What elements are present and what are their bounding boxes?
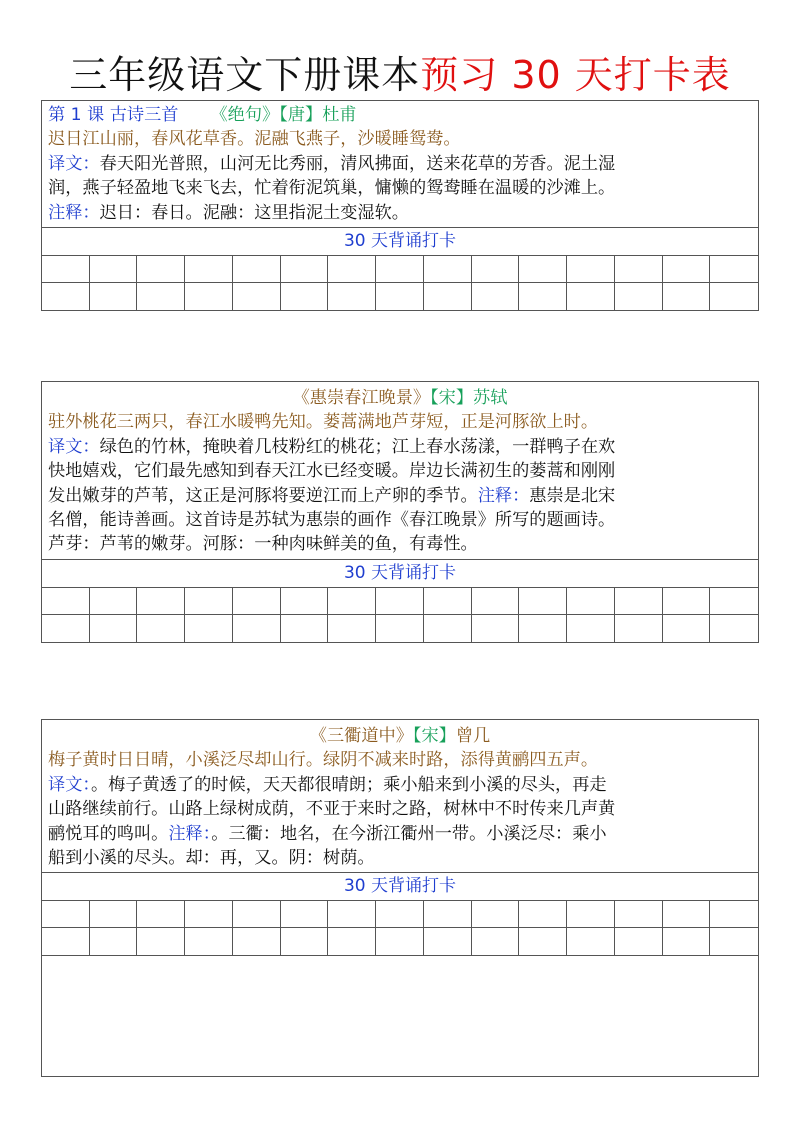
poem-card-2 — [41, 381, 759, 643]
checkin-cell — [710, 928, 758, 955]
checkin-cell — [615, 928, 663, 955]
checkin-cell — [376, 256, 424, 283]
poem-title: 《绝句》 — [210, 105, 280, 125]
checkin-cell — [663, 256, 711, 283]
checkin-cell — [90, 588, 138, 615]
translation-label: 译文： — [48, 774, 91, 795]
page-title — [0, 50, 800, 100]
checkin-cell — [328, 588, 376, 615]
checkin-cell — [185, 588, 233, 615]
checkin-grid — [42, 901, 758, 955]
checkin-cell — [42, 283, 90, 310]
checkin-cell — [233, 615, 281, 642]
checkin-cell — [328, 615, 376, 642]
note-label: 注释： — [477, 485, 530, 506]
translation-line: 快地嬉戏，它们最先感知到春天江水已经变暖。岸边长满初生的蒌蒿和刚刚 — [48, 461, 616, 482]
checkin-cell — [376, 588, 424, 615]
checkin-title: 30 天背诵打卡 — [42, 228, 758, 256]
checkin-cell — [567, 256, 615, 283]
checkin-cell — [567, 588, 615, 615]
checkin-cell — [472, 256, 520, 283]
checkin-cell — [90, 283, 138, 310]
checkin-cell — [424, 928, 472, 955]
poem-verse: 迟日江山丽，春风花草香。泥融飞燕子，沙暖睡鸳鸯。 — [48, 129, 461, 150]
checkin-cell — [137, 928, 185, 955]
checkin-cell — [663, 588, 711, 615]
translation-text: 春天阳光普照，山河无比秀丽，清风拂面，送来花草的芳香。泥土湿 — [99, 153, 616, 174]
checkin-cell — [376, 928, 424, 955]
checkin-cell — [137, 615, 185, 642]
poem-card-1 — [41, 100, 759, 311]
poem-dynasty: 【唐】 — [279, 105, 323, 125]
checkin-cell — [185, 901, 233, 928]
checkin-cell — [710, 588, 758, 615]
poem-author: 杜甫 — [322, 105, 357, 125]
poem-verse: 驻外桃花三两只，春江水暖鸭先知。蒌蒿满地芦芽短，正是河豚欲上时。 — [48, 412, 599, 433]
title-main: 三年级语文下册课本 — [69, 53, 421, 97]
checkin-cell — [519, 588, 567, 615]
checkin-cell — [424, 283, 472, 310]
checkin-cell — [42, 588, 90, 615]
checkin-cell — [328, 901, 376, 928]
checkin-cell — [615, 901, 663, 928]
poem-dynasty: 【宋】 — [412, 726, 456, 746]
poem-text-1 — [42, 101, 758, 228]
checkin-cell — [42, 615, 90, 642]
note-text: 。三衢：地名，在今浙江衢州一带。小溪泛尽：乘小 — [211, 823, 607, 844]
poem-title: 《惠崇春江晚景》 — [292, 388, 431, 408]
checkin-cell — [519, 615, 567, 642]
note-text: 惠崇是北宋 — [529, 485, 616, 506]
poem-dynasty: 【宋】 — [430, 388, 474, 408]
poem-title: 《三衢道中》 — [309, 726, 413, 746]
checkin-title: 30 天背诵打卡 — [42, 560, 758, 588]
checkin-cell — [519, 283, 567, 310]
checkin-cell — [472, 588, 520, 615]
translation-line: 山路继续前行。山路上绿树成荫，不亚于来时之路，树林中不时传来几声黄 — [48, 799, 616, 820]
translation-line: 润，燕子轻盈地飞来飞去，忙着衔泥筑巢，慵懒的鸳鸯睡在温暖的沙滩上。 — [48, 178, 616, 199]
checkin-title: 30 天背诵打卡 — [42, 873, 758, 901]
note-line: 名僧，能诗善画。这首诗是苏轼为惠崇的画作《春江晚景》所写的题画诗。 — [48, 510, 616, 531]
checkin-cell — [424, 615, 472, 642]
checkin-cell — [281, 615, 329, 642]
checkin-cell — [233, 901, 281, 928]
checkin-cell — [710, 256, 758, 283]
translation-label: 译文： — [48, 153, 100, 174]
checkin-cell — [710, 901, 758, 928]
checkin-cell — [137, 588, 185, 615]
checkin-cell — [567, 615, 615, 642]
poem-header — [48, 103, 752, 127]
checkin-cell — [281, 588, 329, 615]
checkin-cell — [185, 256, 233, 283]
checkin-cell — [137, 283, 185, 310]
checkin-cell — [567, 928, 615, 955]
title-highlight: 预习 30 天打卡表 — [420, 53, 731, 97]
translation-line — [48, 152, 752, 176]
poem-author: 苏轼 — [473, 388, 508, 408]
checkin-cell — [233, 283, 281, 310]
poem-text-3 — [42, 720, 758, 873]
note-line: 船到小溪的尽头。却：再，又。阴：树荫。 — [48, 848, 375, 869]
checkin-cell — [185, 928, 233, 955]
checkin-cell — [710, 283, 758, 310]
checkin-cell — [281, 283, 329, 310]
poem-verse: 梅子黄时日日晴，小溪泛尽却山行。绿阴不减来时路，添得黄鹂四五声。 — [48, 750, 599, 771]
checkin-cell — [376, 901, 424, 928]
checkin-cell — [233, 928, 281, 955]
checkin-cell — [281, 256, 329, 283]
checkin-cell — [567, 283, 615, 310]
checkin-cell — [376, 283, 424, 310]
poem-author: 曾几 — [455, 726, 491, 746]
translation-line — [48, 773, 752, 797]
checkin-cell — [328, 928, 376, 955]
checkin-cell — [472, 615, 520, 642]
lesson-label: 第 1 课 古诗三首 — [48, 105, 179, 125]
checkin-cell — [663, 901, 711, 928]
translation-line — [48, 484, 752, 508]
translation-text: 发出嫩芽的芦苇，这正是河豚将要逆江而上产卵的季节。 — [48, 485, 478, 506]
note-label: 注释： — [168, 823, 212, 844]
poem-header — [48, 724, 752, 748]
checkin-grid — [42, 588, 758, 642]
checkin-cell — [663, 283, 711, 310]
note-line — [48, 201, 752, 225]
note-text: 迟日：春日。泥融：这里指泥土变湿软。 — [99, 202, 409, 223]
checkin-cell — [185, 283, 233, 310]
note-label: 注释： — [48, 202, 100, 223]
checkin-cell — [90, 615, 138, 642]
checkin-cell — [615, 588, 663, 615]
translation-line — [48, 822, 752, 846]
translation-text: 。梅子黄透了的时候，天天都很晴朗；乘小船来到小溪的尽头，再走 — [90, 774, 607, 795]
translation-line — [48, 435, 752, 459]
checkin-cell — [137, 901, 185, 928]
checkin-cell — [567, 901, 615, 928]
checkin-cell — [472, 928, 520, 955]
checkin-cell — [615, 283, 663, 310]
checkin-cell — [424, 901, 472, 928]
checkin-cell — [663, 928, 711, 955]
checkin-cell — [710, 615, 758, 642]
checkin-cell — [185, 615, 233, 642]
poem-header — [48, 386, 752, 410]
checkin-cell — [519, 256, 567, 283]
checkin-cell — [90, 901, 138, 928]
checkin-cell — [90, 256, 138, 283]
poem-text-2 — [42, 382, 758, 560]
note-line: 芦芽：芦苇的嫩芽。河豚：一种肉味鲜美的鱼，有毒性。 — [48, 534, 478, 555]
checkin-cell — [137, 256, 185, 283]
checkin-cell — [328, 256, 376, 283]
translation-label: 译文： — [48, 436, 100, 457]
checkin-cell — [376, 615, 424, 642]
checkin-cell — [519, 928, 567, 955]
checkin-cell — [519, 901, 567, 928]
checkin-cell — [615, 615, 663, 642]
checkin-cell — [90, 928, 138, 955]
checkin-cell — [472, 901, 520, 928]
checkin-cell — [42, 901, 90, 928]
checkin-cell — [424, 256, 472, 283]
checkin-cell — [663, 615, 711, 642]
checkin-cell — [328, 283, 376, 310]
checkin-cell — [281, 928, 329, 955]
checkin-cell — [424, 588, 472, 615]
poem-card-3 — [41, 719, 759, 1077]
checkin-cell — [281, 901, 329, 928]
blank-area — [42, 955, 758, 1076]
checkin-cell — [472, 283, 520, 310]
checkin-cell — [615, 256, 663, 283]
checkin-cell — [233, 256, 281, 283]
checkin-cell — [42, 928, 90, 955]
translation-text: 鹂悦耳的鸣叫。 — [48, 823, 169, 844]
checkin-grid — [42, 256, 758, 310]
checkin-cell — [233, 588, 281, 615]
translation-text: 绿色的竹林，掩映着几枝粉红的桃花；江上春水荡漾，一群鸭子在欢 — [99, 436, 616, 457]
checkin-cell — [42, 256, 90, 283]
